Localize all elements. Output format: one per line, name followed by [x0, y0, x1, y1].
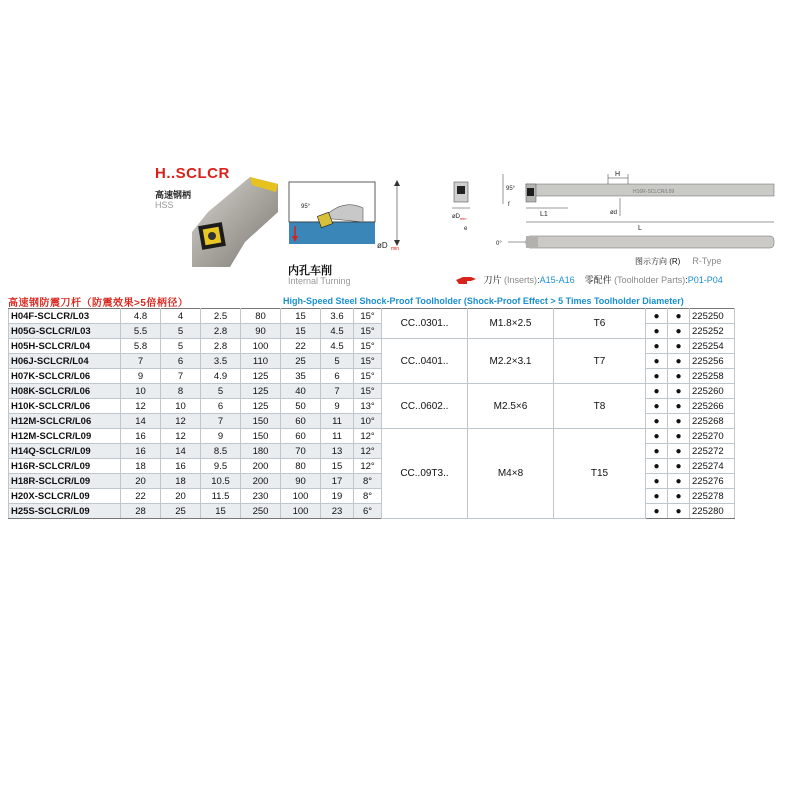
subtitle-cn: 高速钢柄	[155, 190, 192, 200]
dimension-cell: 40	[281, 384, 321, 399]
order-id-cell: 225250	[690, 309, 735, 324]
part-code-cell: H25S-SCLCR/L09	[9, 504, 121, 519]
svg-text:H16R-SCLCR/L09: H16R-SCLCR/L09	[633, 189, 675, 195]
insert-cell: CC..0301..	[382, 309, 468, 339]
screw-cell: M4×8	[468, 429, 554, 519]
table-row	[9, 309, 735, 324]
part-code-cell: H20X-SCLCR/L09	[9, 489, 121, 504]
dimension-cell: 8	[161, 384, 201, 399]
svg-text:f: f	[508, 202, 510, 208]
dimension-cell: 13	[321, 444, 354, 459]
dimension-cell: 5	[201, 384, 241, 399]
dimension-cell: 5	[161, 339, 201, 354]
dimension-cell: 9	[121, 369, 161, 384]
dimension-cell: 22	[121, 489, 161, 504]
dimension-cell: 5.8	[121, 339, 161, 354]
dimension-cell: 15°	[354, 354, 382, 369]
part-code-cell: H05G-SCLCR/L03	[9, 324, 121, 339]
internal-turning-label-en: Internal Turning	[288, 276, 351, 286]
dimension-cell: 4	[161, 309, 201, 324]
order-id-cell: 225280	[690, 504, 735, 519]
stock-dot-cell: ●	[668, 354, 690, 369]
inserts-label-cn: 刀片	[483, 275, 502, 285]
dimension-cell: 4.8	[121, 309, 161, 324]
dimension-cell: 16	[161, 459, 201, 474]
dimension-cell: 100	[281, 489, 321, 504]
dimension-cell: 80	[281, 459, 321, 474]
order-id-cell: 225258	[690, 369, 735, 384]
stock-dot-cell: ●	[668, 369, 690, 384]
stock-dot-cell: ●	[668, 324, 690, 339]
part-code-cell: H14Q-SCLCR/L09	[9, 444, 121, 459]
toolholder-photo	[190, 172, 280, 267]
dimension-cell: 15°	[354, 369, 382, 384]
dimension-cell: 150	[241, 429, 281, 444]
dimension-cell: 12	[121, 399, 161, 414]
stock-dot-cell: ●	[646, 309, 668, 324]
dimension-cell: 110	[241, 354, 281, 369]
order-id-cell: 225278	[690, 489, 735, 504]
dimension-cell: 12°	[354, 459, 382, 474]
order-id-cell: 225274	[690, 459, 735, 474]
dimension-cell: 10°	[354, 414, 382, 429]
dimension-cell: 35	[281, 369, 321, 384]
insert-cell: CC..0602..	[382, 384, 468, 429]
stock-dot-cell: ●	[646, 324, 668, 339]
stock-dot-cell: ●	[668, 399, 690, 414]
dimension-cell: 11	[321, 414, 354, 429]
svg-text:0°: 0°	[496, 241, 502, 247]
key-cell: T15	[554, 429, 646, 519]
dimension-cell: 70	[281, 444, 321, 459]
dimension-cell: 7	[161, 369, 201, 384]
stock-dot-cell: ●	[646, 339, 668, 354]
dimension-cell: 7	[201, 414, 241, 429]
pointing-hand-icon	[455, 275, 477, 286]
dimension-cell: 18	[121, 459, 161, 474]
dimension-cell: 18	[161, 474, 201, 489]
screw-cell: M2.2×3.1	[468, 339, 554, 384]
dimension-cell: 9.5	[201, 459, 241, 474]
dimension-cell: 100	[241, 339, 281, 354]
dimension-cell: 20	[121, 474, 161, 489]
dimension-cell: 15°	[354, 339, 382, 354]
direction-legend-en: R-Type	[692, 256, 722, 266]
dimension-cell: 5	[161, 324, 201, 339]
stock-dot-cell: ●	[646, 504, 668, 519]
toolholder-dimension-drawing	[448, 168, 778, 260]
dimension-cell: 14	[121, 414, 161, 429]
dimension-cell: 8°	[354, 474, 382, 489]
dimension-cell: 150	[241, 414, 281, 429]
dimension-cell: 9	[201, 429, 241, 444]
screw-cell: M2.5×6	[468, 384, 554, 429]
dimension-cell: 8.5	[201, 444, 241, 459]
order-id-cell: 225272	[690, 444, 735, 459]
part-code-cell: H12M-SCLCR/L09	[9, 429, 121, 444]
order-id-cell: 225260	[690, 384, 735, 399]
stock-dot-cell: ●	[646, 444, 668, 459]
dimension-cell: 15	[281, 324, 321, 339]
stock-dot-cell: ●	[668, 504, 690, 519]
part-code-cell: H05H-SCLCR/L04	[9, 339, 121, 354]
dimension-cell: 50	[281, 399, 321, 414]
dimension-cell: 15°	[354, 384, 382, 399]
dimension-cell: 28	[121, 504, 161, 519]
stock-dot-cell: ●	[668, 429, 690, 444]
parts-label-cn: 零配件	[584, 275, 612, 285]
table-row	[9, 429, 735, 444]
product-title: H..SCLCR	[155, 165, 230, 182]
dimension-cell: 11.5	[201, 489, 241, 504]
insert-cell: CC..0401..	[382, 339, 468, 384]
part-code-cell: H06J-SCLCR/L04	[9, 354, 121, 369]
dimension-cell: 23	[321, 504, 354, 519]
order-id-cell: 225270	[690, 429, 735, 444]
key-cell: T6	[554, 309, 646, 339]
svg-text:e: e	[464, 226, 468, 232]
key-cell: T7	[554, 339, 646, 384]
order-id-cell: 225276	[690, 474, 735, 489]
dimension-cell: 20	[161, 489, 201, 504]
dimension-cell: 5	[321, 354, 354, 369]
dimension-cell: 8°	[354, 489, 382, 504]
internal-turning-label-cn: 内孔车削	[288, 265, 332, 277]
stock-dot-cell: ●	[668, 489, 690, 504]
dimension-cell: 2.8	[201, 339, 241, 354]
dimension-cell: 19	[321, 489, 354, 504]
order-id-cell: 225252	[690, 324, 735, 339]
parts-label-en: (Toolholder Parts)	[614, 275, 686, 285]
section-title-cn: 高速钢防震刀杆（防震效果>5倍柄径）	[8, 298, 189, 309]
svg-text:H: H	[615, 171, 621, 178]
dimension-cell: 200	[241, 474, 281, 489]
dimension-cell: 2.8	[201, 324, 241, 339]
inserts-ref[interactable]: A15-A16	[539, 275, 575, 285]
dimension-cell: 12	[161, 429, 201, 444]
svg-text:øD: øD	[377, 241, 388, 250]
dimension-cell: 6	[201, 399, 241, 414]
dimension-cell: 4.5	[321, 324, 354, 339]
stock-dot-cell: ●	[646, 489, 668, 504]
stock-dot-cell: ●	[646, 414, 668, 429]
screw-cell: M1.8×2.5	[468, 309, 554, 339]
dimension-cell: 250	[241, 504, 281, 519]
dimension-cell: 9	[321, 399, 354, 414]
dimension-cell: 15	[281, 309, 321, 324]
svg-text:L1: L1	[540, 211, 548, 218]
dimension-cell: 12°	[354, 444, 382, 459]
dimension-cell: 7	[321, 384, 354, 399]
stock-dot-cell: ●	[646, 399, 668, 414]
dimension-cell: 7	[121, 354, 161, 369]
part-code-cell: H12M-SCLCR/L06	[9, 414, 121, 429]
svg-text:95°: 95°	[301, 204, 311, 210]
table-row	[9, 384, 735, 399]
dimension-cell: 125	[241, 384, 281, 399]
dimension-cell: 3.5	[201, 354, 241, 369]
dimension-cell: 4.5	[321, 339, 354, 354]
dimension-cell: 6	[321, 369, 354, 384]
order-id-cell: 225268	[690, 414, 735, 429]
internal-turning-diagram	[283, 178, 413, 258]
dimension-cell: 10	[121, 384, 161, 399]
dimension-cell: 12°	[354, 429, 382, 444]
dimension-cell: 16	[121, 444, 161, 459]
dimension-cell: 3.6	[321, 309, 354, 324]
stock-dot-cell: ●	[668, 384, 690, 399]
key-cell: T8	[554, 384, 646, 429]
inserts-label-en: (Inserts)	[504, 275, 538, 285]
dimension-cell: 200	[241, 459, 281, 474]
dimension-cell: 90	[281, 474, 321, 489]
dimension-cell: 11	[321, 429, 354, 444]
dimension-cell: 60	[281, 414, 321, 429]
svg-text:95°: 95°	[506, 186, 516, 192]
stock-dot-cell: ●	[646, 429, 668, 444]
svg-text:min: min	[460, 216, 467, 221]
part-code-cell: H10K-SCLCR/L06	[9, 399, 121, 414]
stock-dot-cell: ●	[668, 414, 690, 429]
order-id-cell: 225256	[690, 354, 735, 369]
stock-dot-cell: ●	[668, 444, 690, 459]
dimension-cell: 125	[241, 399, 281, 414]
dimension-cell: 90	[241, 324, 281, 339]
stock-dot-cell: ●	[646, 459, 668, 474]
spec-table-body	[9, 309, 735, 519]
svg-text:min: min	[391, 246, 400, 252]
stock-dot-cell: ●	[646, 384, 668, 399]
spec-table	[8, 308, 735, 519]
dimension-cell: 15	[201, 504, 241, 519]
dimension-cell: 15°	[354, 309, 382, 324]
part-code-cell: H18R-SCLCR/L09	[9, 474, 121, 489]
direction-legend-cn: 图示方向 (R)	[635, 257, 681, 266]
part-code-cell: H16R-SCLCR/L09	[9, 459, 121, 474]
dimension-cell: 25	[161, 504, 201, 519]
dimension-cell: 15°	[354, 324, 382, 339]
dimension-cell: 180	[241, 444, 281, 459]
dimension-cell: 22	[281, 339, 321, 354]
dimension-cell: 4.9	[201, 369, 241, 384]
dimension-cell: 17	[321, 474, 354, 489]
stock-dot-cell: ●	[646, 354, 668, 369]
dimension-cell: 6	[161, 354, 201, 369]
dimension-cell: 6°	[354, 504, 382, 519]
part-code-cell: H04F-SCLCR/L03	[9, 309, 121, 324]
dimension-cell: 15	[321, 459, 354, 474]
subtitle-en: HSS	[155, 200, 174, 210]
part-code-cell: H08K-SCLCR/L06	[9, 384, 121, 399]
dimension-cell: 230	[241, 489, 281, 504]
dimension-cell: 25	[281, 354, 321, 369]
table-row	[9, 339, 735, 354]
inserts-parts-line: 刀片 (Inserts):A15-A16 零配件 (Toolholder Parts):P01-P04	[455, 273, 723, 286]
dimension-cell: 16	[121, 429, 161, 444]
svg-text:ød: ød	[610, 210, 618, 216]
dimension-cell: 10	[161, 399, 201, 414]
section-title-en: High-Speed Steel Shock-Proof Toolholder (Shock-Proof Effect > 5 Times Toolholder Diameter)	[283, 296, 684, 306]
stock-dot-cell: ●	[668, 474, 690, 489]
svg-text:øD: øD	[452, 214, 460, 220]
stock-dot-cell: ●	[668, 459, 690, 474]
stock-dot-cell: ●	[668, 309, 690, 324]
dimension-cell: 2.5	[201, 309, 241, 324]
dimension-cell: 5.5	[121, 324, 161, 339]
dimension-cell: 125	[241, 369, 281, 384]
order-id-cell: 225266	[690, 399, 735, 414]
stock-dot-cell: ●	[668, 339, 690, 354]
end-view-sketch	[452, 182, 470, 232]
insert-cell: CC..09T3..	[382, 429, 468, 519]
dimension-cell: 12	[161, 414, 201, 429]
direction-legend	[635, 256, 721, 267]
dimension-cell: 60	[281, 429, 321, 444]
stock-dot-cell: ●	[646, 474, 668, 489]
dimension-cell: 80	[241, 309, 281, 324]
dimension-cell: 13°	[354, 399, 382, 414]
dimension-cell: 14	[161, 444, 201, 459]
svg-text:L: L	[638, 225, 642, 232]
dimension-cell: 10.5	[201, 474, 241, 489]
stock-dot-cell: ●	[646, 369, 668, 384]
order-id-cell: 225254	[690, 339, 735, 354]
dimension-cell: 100	[281, 504, 321, 519]
part-code-cell: H07K-SCLCR/L06	[9, 369, 121, 384]
parts-ref[interactable]: P01-P04	[687, 275, 723, 285]
